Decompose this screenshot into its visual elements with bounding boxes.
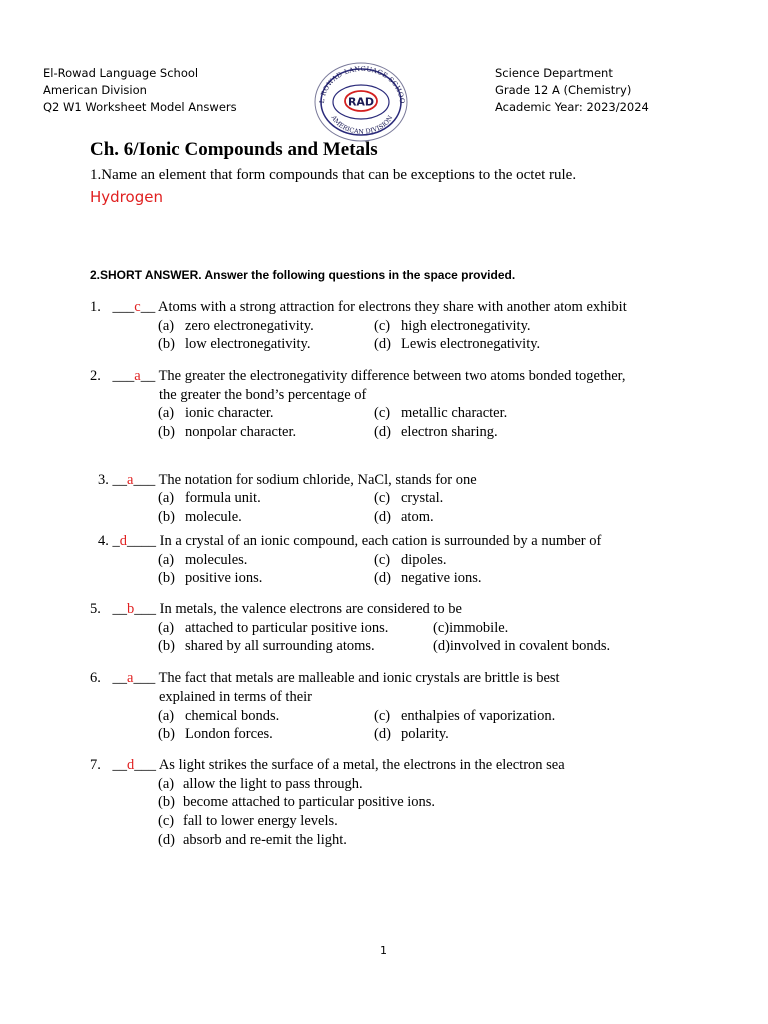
option bbox=[433, 637, 610, 655]
blank-post: ___ bbox=[134, 757, 156, 773]
option-letter: (d) bbox=[374, 509, 391, 525]
option-letter: (c) bbox=[374, 490, 391, 506]
option-text: molecules. bbox=[185, 552, 248, 568]
mcq-number: 7. bbox=[90, 757, 101, 773]
option bbox=[374, 551, 447, 569]
option-text: London forces. bbox=[185, 726, 273, 742]
option-letter: (a) bbox=[158, 708, 175, 724]
answer-letter: a bbox=[127, 472, 134, 488]
mcq-number: 5. bbox=[90, 601, 101, 617]
option bbox=[374, 404, 507, 422]
option-letter: (c) bbox=[374, 318, 391, 334]
logo-top-text: L ROWAD LANGUAGE SCHOO bbox=[317, 64, 407, 105]
option-letter: (a) bbox=[158, 318, 175, 334]
mcq-stem bbox=[98, 471, 477, 489]
department-name: Science Department bbox=[495, 66, 613, 80]
answer-letter: c bbox=[134, 299, 141, 315]
option-letter: (b) bbox=[158, 336, 175, 352]
blank-pre: _ bbox=[112, 533, 120, 549]
option-text: negative ions. bbox=[401, 570, 482, 586]
school-name: El-Rowad Language School bbox=[43, 66, 199, 80]
option-letter: (d) bbox=[374, 726, 391, 742]
option bbox=[158, 793, 435, 811]
option-letter: (a) bbox=[158, 405, 175, 421]
option bbox=[158, 812, 338, 830]
mcq-text: Atoms with a strong attraction for electrons they share with another atom exhibit bbox=[158, 299, 627, 315]
mcq-text: The greater the electronegativity difference between two atoms bonded together, bbox=[158, 368, 626, 384]
mcq-stem bbox=[90, 298, 627, 316]
mcq-stem bbox=[90, 756, 565, 774]
option-letter: (d) bbox=[374, 424, 391, 440]
option-letter: (c) bbox=[374, 405, 391, 421]
option-text: dipoles. bbox=[401, 552, 447, 568]
option bbox=[158, 404, 274, 422]
blank-post: ____ bbox=[127, 533, 156, 549]
option bbox=[158, 775, 363, 793]
option-letter: (c) bbox=[158, 813, 175, 829]
header-right bbox=[495, 65, 649, 116]
blank-post: ___ bbox=[134, 601, 156, 617]
option bbox=[374, 725, 449, 743]
mcq-number: 6. bbox=[90, 670, 101, 686]
option bbox=[158, 637, 375, 655]
option-letter: (a) bbox=[158, 490, 175, 506]
option-letter: (b) bbox=[158, 726, 175, 742]
mcq-text: In a crystal of an ionic compound, each cation is surrounded by a number of bbox=[159, 533, 602, 549]
option-text: metallic character. bbox=[401, 405, 508, 421]
option-letter: (d) bbox=[158, 832, 175, 848]
option-letter: (b) bbox=[158, 424, 175, 440]
division-name: American Division bbox=[43, 83, 147, 97]
option-letter: (b) bbox=[158, 794, 175, 810]
school-logo bbox=[310, 60, 413, 145]
option-text: become attached to particular positive ions. bbox=[183, 794, 436, 810]
option-text: absorb and re-emit the light. bbox=[183, 832, 347, 848]
mcq-stem bbox=[90, 367, 626, 385]
option bbox=[158, 423, 296, 441]
option bbox=[158, 707, 279, 725]
option-text: atom. bbox=[401, 509, 434, 525]
option-text: (d)involved in covalent bonds. bbox=[433, 638, 611, 654]
option bbox=[374, 423, 498, 441]
mcq-text-continued: the greater the bond’s percentage of bbox=[159, 387, 367, 403]
section-2-heading: 2.SHORT ANSWER. Answer the following questions in the space provided. bbox=[90, 268, 516, 282]
option-text: polarity. bbox=[401, 726, 449, 742]
option-text: formula unit. bbox=[185, 490, 261, 506]
option bbox=[374, 317, 531, 335]
option-text: nonpolar character. bbox=[185, 424, 297, 440]
mcq-number: 2. bbox=[90, 368, 101, 384]
blank-post: __ bbox=[140, 368, 156, 384]
mcq-text: In metals, the valence electrons are considered to be bbox=[159, 601, 462, 617]
option bbox=[158, 551, 247, 569]
blank-post: ___ bbox=[133, 472, 156, 488]
mcq-text: The fact that metals are malleable and ionic crystals are brittle is best bbox=[158, 670, 560, 686]
option-text: fall to lower energy levels. bbox=[183, 813, 338, 829]
option bbox=[374, 489, 443, 507]
option-text: high electronegativity. bbox=[401, 318, 531, 334]
option bbox=[158, 831, 347, 849]
blank-post: __ bbox=[140, 299, 156, 315]
option-text: chemical bonds. bbox=[185, 708, 280, 724]
mcq-text: The notation for sodium chloride, NaCl, stands for one bbox=[158, 472, 477, 488]
mcq-text-continued: explained in terms of their bbox=[159, 689, 313, 705]
option bbox=[374, 508, 434, 526]
academic-year: Academic Year: 2023/2024 bbox=[495, 100, 649, 114]
blank-pre: __ bbox=[112, 601, 127, 617]
answer-letter: d bbox=[119, 533, 127, 549]
blank-pre: ___ bbox=[112, 299, 135, 315]
option-letter: (a) bbox=[158, 620, 175, 636]
mcq-stem bbox=[90, 600, 462, 618]
option-text: enthalpies of vaporization. bbox=[401, 708, 556, 724]
mcq-stem bbox=[90, 669, 560, 687]
blank-pre: __ bbox=[112, 670, 127, 686]
blank-pre: ___ bbox=[112, 368, 135, 384]
logo-seal-icon bbox=[310, 60, 413, 145]
page-number: 1 bbox=[380, 944, 387, 957]
worksheet-name: Q2 W1 Worksheet Model Answers bbox=[43, 100, 237, 114]
option-text: shared by all surrounding atoms. bbox=[185, 638, 375, 654]
question-1-answer: Hydrogen bbox=[90, 188, 163, 206]
option-letter: (c) bbox=[374, 552, 391, 568]
blank-post: ___ bbox=[133, 670, 156, 686]
option-letter: (a) bbox=[158, 552, 175, 568]
option bbox=[158, 619, 388, 637]
option bbox=[158, 335, 311, 353]
blank-pre: __ bbox=[112, 757, 127, 773]
option-letter: (a) bbox=[158, 776, 175, 792]
option-text: allow the light to pass through. bbox=[183, 776, 363, 792]
mcq-text: As light strikes the surface of a metal, the electrons in the electron sea bbox=[158, 757, 565, 773]
chapter-title: Ch. 6/Ionic Compounds and Metals bbox=[90, 139, 378, 160]
question-1-text: 1.Name an element that form compounds that can be exceptions to the octet rule. bbox=[90, 167, 577, 183]
answer-letter: d bbox=[127, 757, 135, 773]
option-text: crystal. bbox=[401, 490, 444, 506]
blank-pre: __ bbox=[112, 472, 127, 488]
option-text: low electronegativity. bbox=[185, 336, 311, 352]
option-text: attached to particular positive ions. bbox=[185, 620, 389, 636]
mcq-number: 1. bbox=[90, 299, 101, 315]
option-text: (c)immobile. bbox=[433, 620, 509, 636]
option bbox=[433, 619, 508, 637]
option bbox=[158, 317, 314, 335]
option-text: positive ions. bbox=[185, 570, 263, 586]
option-letter: (d) bbox=[374, 570, 391, 586]
option-letter: (b) bbox=[158, 509, 175, 525]
option-text: ionic character. bbox=[185, 405, 274, 421]
answer-letter: a bbox=[127, 670, 134, 686]
option-text: molecule. bbox=[185, 509, 242, 525]
option-text: Lewis electronegativity. bbox=[401, 336, 541, 352]
option-letter: (c) bbox=[374, 708, 391, 724]
option bbox=[374, 707, 555, 725]
option-letter: (d) bbox=[374, 336, 391, 352]
grade-name: Grade 12 A (Chemistry) bbox=[495, 83, 632, 97]
option-text: electron sharing. bbox=[401, 424, 498, 440]
mcq-number: 3. bbox=[98, 472, 109, 488]
option bbox=[374, 569, 482, 587]
logo-center-text: RAD bbox=[347, 95, 375, 109]
option-letter: (b) bbox=[158, 570, 175, 586]
option bbox=[158, 725, 273, 743]
option-letter: (b) bbox=[158, 638, 175, 654]
option bbox=[374, 335, 540, 353]
option bbox=[158, 569, 262, 587]
answer-letter: a bbox=[134, 368, 141, 384]
mcq-stem bbox=[98, 532, 601, 550]
mcq-number: 4. bbox=[98, 533, 109, 549]
header-left bbox=[43, 65, 237, 116]
answer-letter: b bbox=[127, 601, 135, 617]
option bbox=[158, 508, 242, 526]
option-text: zero electronegativity. bbox=[185, 318, 314, 334]
logo-bottom-text: AMERICAN DIVISION bbox=[329, 113, 395, 136]
option bbox=[158, 489, 261, 507]
